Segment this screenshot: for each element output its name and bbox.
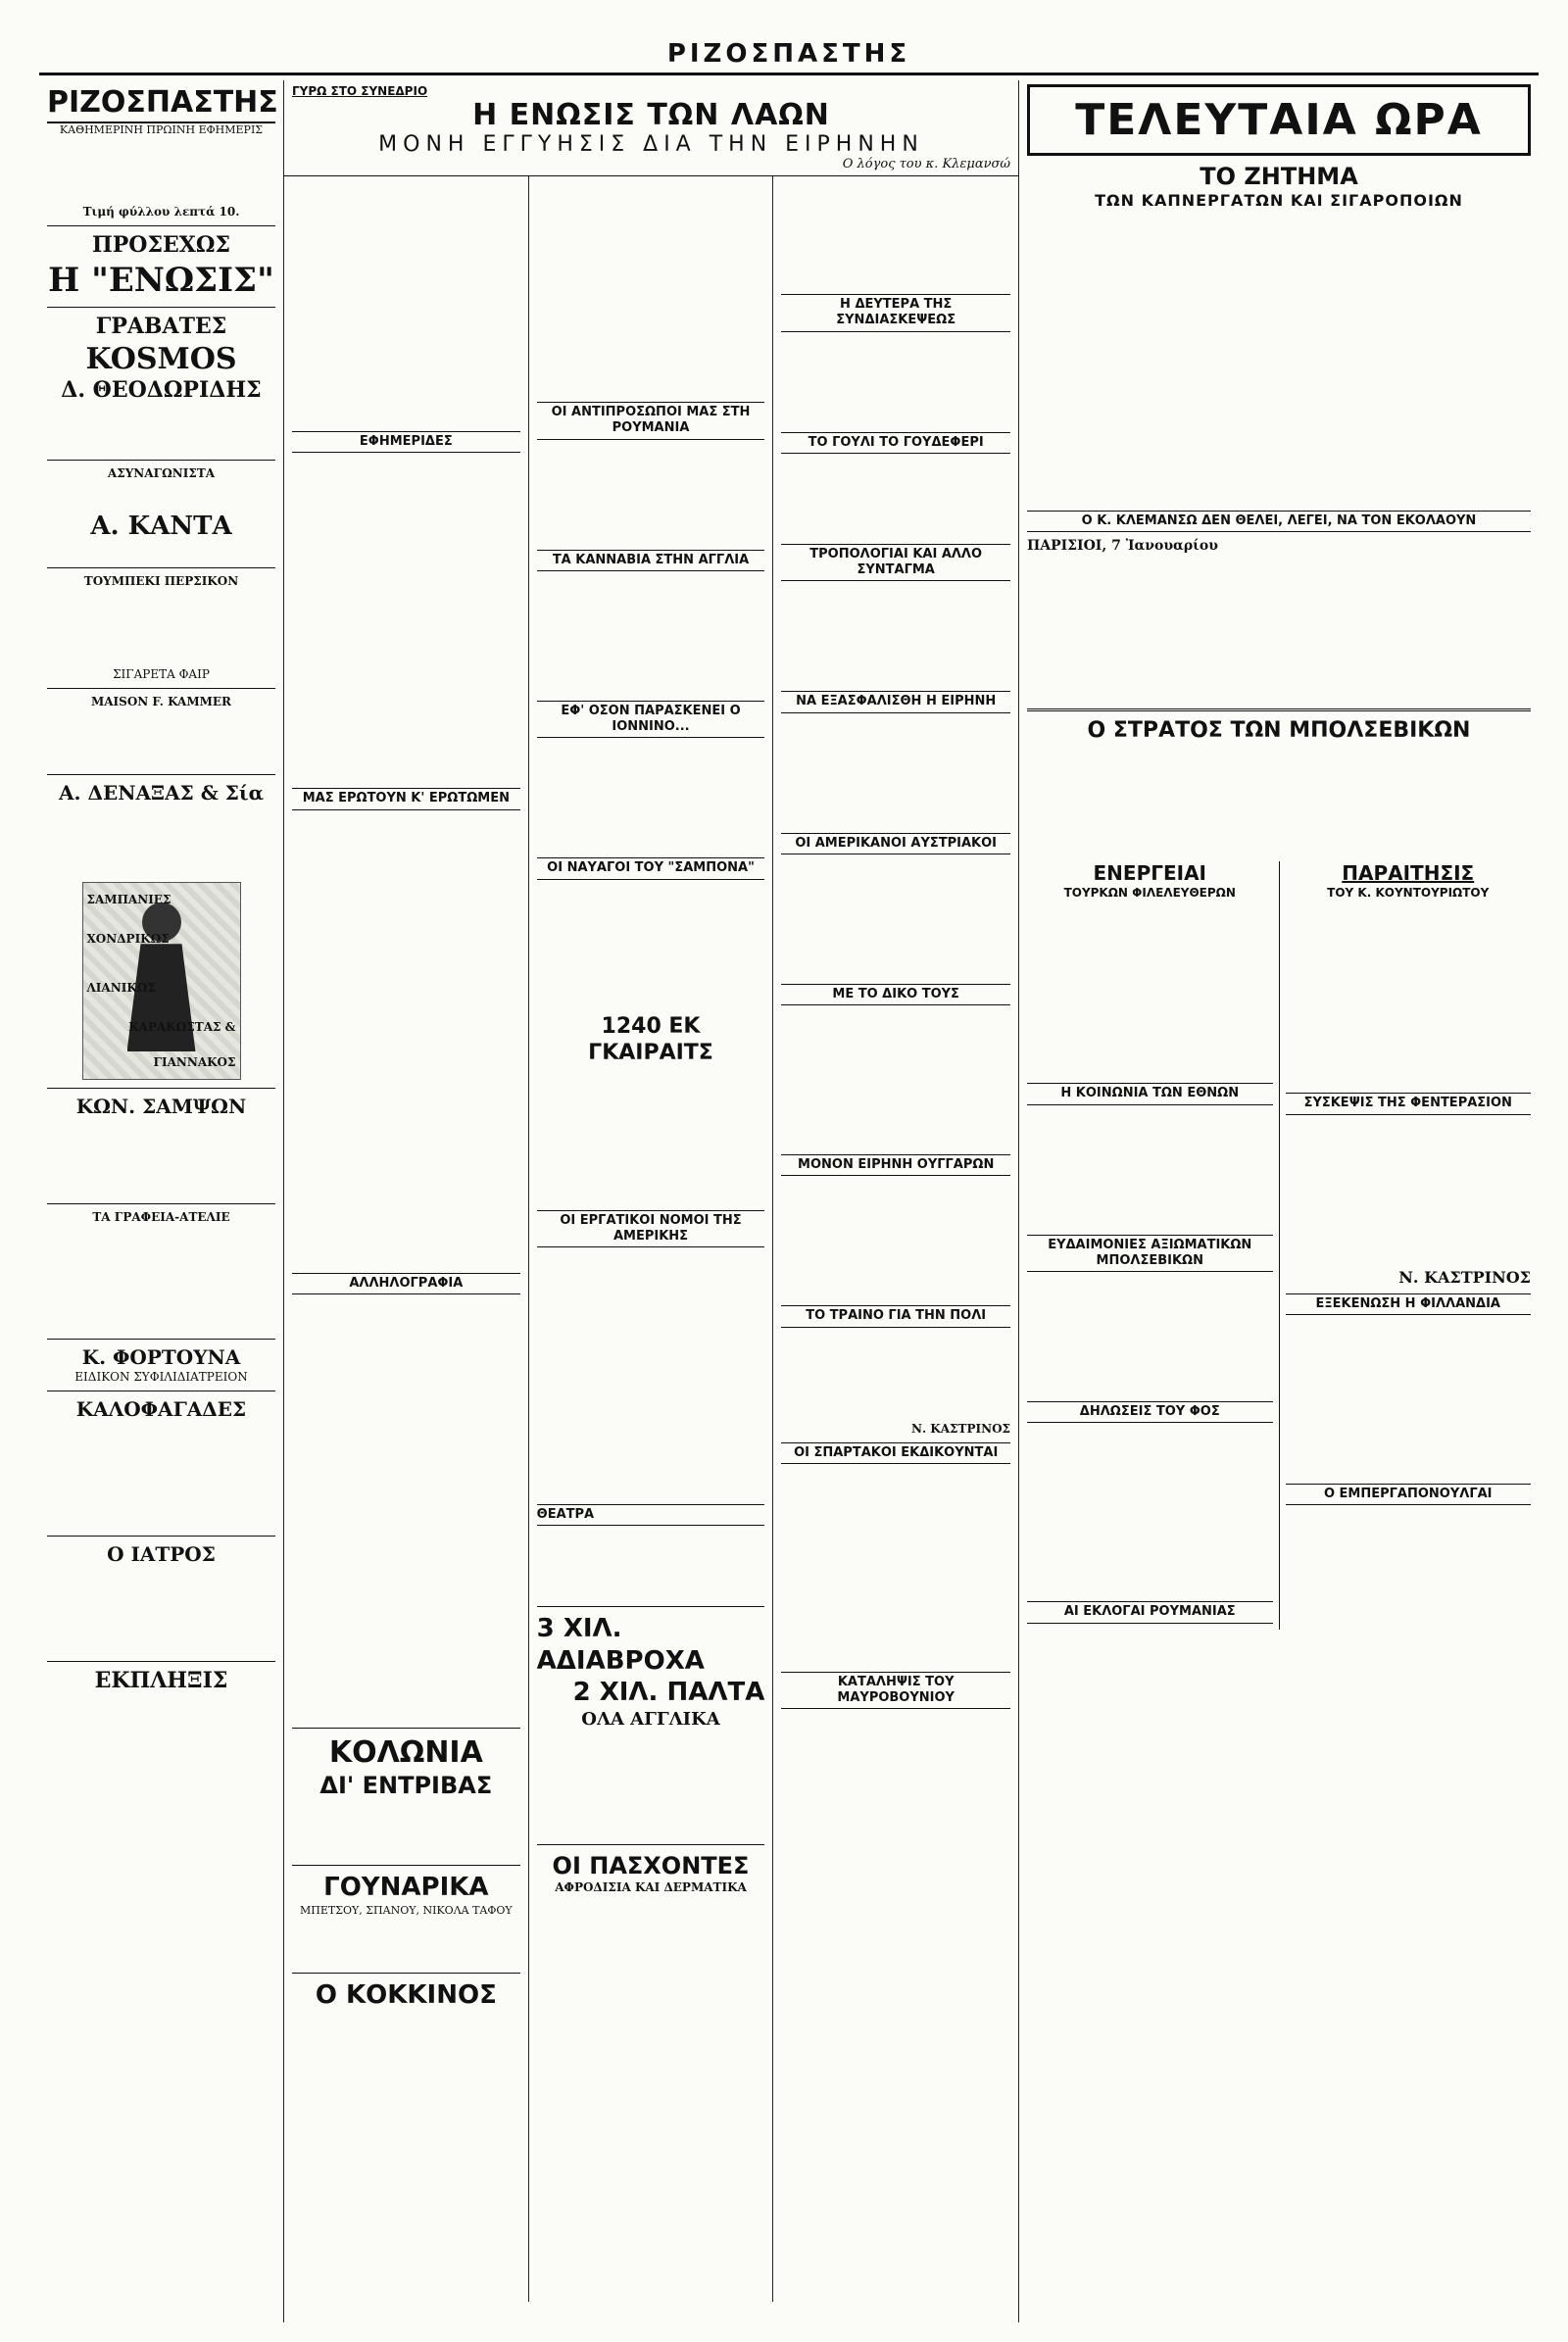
dateline-1: ΠΑΡΙΣΙΟΙ, 7 Ἰανουαρίου [1027,538,1218,555]
champagne-illustration [82,882,241,1080]
price: Τιμή φύλλου λεπτά 10. [82,205,240,220]
sec-allilografia: ΑΛΛΗΛΟΓΡΑΦΙΑ [292,1273,520,1294]
headline-enosis-laon: Η ΕΝΩΣΙΣ ΤΩΝ ΛΑΩΝ [472,98,830,132]
newspaper-page [39,29,1539,2322]
sec-1240: 1240 ΕΚ ΓΚΑΙΡΑΙΤΣ [588,1013,713,1065]
ad-iatros: Ο ΙΑΤΡΟΣ [107,1542,216,1567]
fig-label-3: ΛΙΑΝΙΚΩΣ [86,981,156,996]
column-3 [529,175,774,2302]
sec-paraitisis: ΠΑΡΑΙΤΗΣΙΣ [1342,861,1475,886]
columns [39,80,1539,2322]
ad-gounarika-sub: ΜΠΕΤΣΟΥ, ΣΠΑΝΟΥ, ΝΙΚΟΛΑ ΤΑΦΟΥ [300,1903,513,1917]
ad-sigareta: ΣΙΓΑΡΕΤΑ ΦΑΙΡ [113,667,210,682]
sec-theatra: ΘΕΑΤΡΑ [537,1504,765,1526]
ad-paschontes: ΟΙ ΠΑΣΧΟΝΤΕΣ [552,1852,750,1880]
kicker-synedrio: ΓΥΡΩ ΣΤΟ ΣΥΝΕΔΡΙΟ [292,84,428,98]
ad-paschontes-sub: ΑΦΡΟΔΙΣΙΑ ΚΑΙ ΔΕΡΜΑΤΙΚΑ [555,1880,747,1895]
column-2 [284,175,529,2302]
ad-kolonia-sub: ΔΙ' ΕΝΤΡΙΒΑΣ [319,1772,493,1800]
article-kapnergates [1027,211,1531,505]
ad-denaxas: Α. ΔΕΝΑΞΑΣ & Σία [59,781,264,805]
ad-grafeia: ΤΑ ΓΡΑΦΕΙΑ-ΑΤΕΛΙΕ [92,1210,230,1225]
ad-kanta: Α. ΚΑΝΤΑ [90,511,232,541]
main-news-block [284,80,1019,2322]
ad-sampson: ΚΩΝ. ΣΑΜΨΩΝ [75,1095,247,1119]
subhead-kapnergaton: ΤΩΝ ΚΑΠΝΕΡΓΑΤΩΝ ΚΑΙ ΣΙΓΑΡΟΠΟΙΩΝ [1095,191,1463,210]
ad-agglika: ΟΛΑ ΑΓΓΛΙΚΑ [581,1708,720,1730]
fig-label-2: ΧΟΝΔΡΙΚΩΣ [86,932,170,947]
byline: Ο λόγος του κ. Κλεμανσώ [842,157,1010,171]
sec-tropologiai: ΤΡΟΠΟΛΟΓΙΑΙ ΚΑΙ ΑΛΛΟ ΣΥΝΤΑΓΜΑ [781,544,1010,582]
subhead-zitima: ΤΟ ΖΗΤΗΜΑ [1200,163,1358,190]
ad-palta: 2 ΧΙΛ. ΠΑΛΤΑ [572,1678,765,1708]
col2-article-1 [292,180,520,425]
sec-amerikanoi: ΟΙ ΑΜΕΡΙΚΑΝΟΙ ΑΥΣΤΡΙΑΚΟΙ [781,833,1010,854]
sec-mavrovounio: ΚΑΤΑΛΗΨΙΣ ΤΟΥ ΜΑΥΡΟΒΟΥΝΙΟΥ [781,1672,1010,1710]
sec-mas-erotoun: ΜΑΣ ΕΡΩΤΟΥΝ Κ' ΕΡΩΤΩΜΕΝ [292,788,520,809]
sec-ergatikoi-nomoi: ΟΙ ΕΡΓΑΤΙΚΟΙ ΝΟΜΟΙ ΤΗΣ ΑΜΕΡΙΚΗΣ [537,1210,765,1248]
headline-teleftaia-ora: ΤΕΛΕΥΤΑΙΑ ΩΡΑ [1027,84,1531,156]
sec-ioannino: ΕΦ' ΟΣΟΝ ΠΑΡΑΣΚΕΝΕΙ Ο ΙΟΝΝΙΝΟ... [537,701,765,739]
sec-diko-tous: ΜΕ ΤΟ ΔΙΚΟ ΤΟΥΣ [781,984,1010,1005]
ad-toumbeki: ΤΟΥΜΠΕΚΙ ΠΕΡΣΙΚΟΝ [83,574,239,589]
signature-kastrinos-1: Ν. ΚΑΣΤΡΙΝΟΣ [910,1421,1011,1436]
sec-eirini: ΝΑ ΕΞΑΣΦΑΛΙΣΘΗ Η ΕΙΡΗΝΗ [781,691,1010,712]
sec-gouli: ΤΟ ΓΟΥΛΙ ΤΟ ΓΟΥΔΕΦΕΡΙ [781,432,1010,454]
ad-kalofagades: ΚΑΛΟΦΑΓΑΔΕΣ [75,1397,247,1422]
sec-stratos-bolsevikon: Ο ΣΤΡΑΤΟΣ ΤΩΝ ΜΠΟΛΣΕΒΙΚΩΝ [1087,717,1471,743]
signature-kastrinos-2: Ν. ΚΑΣΤΡΙΝΟΣ [1398,1267,1531,1287]
sec-federation: ΣΥΣΚΕΨΙΣ ΤΗΣ ΦΕΝΤΕΡΑΣΙΟΝ [1286,1093,1532,1114]
sec-koinonia-ethnon: Η ΚΟΙΝΩΝΙΑ ΤΩΝ ΕΘΝΩΝ [1027,1083,1273,1104]
sec-energeiai-sub: ΤΟΥΡΚΩΝ ΦΙΛΕΛΕΥΘΕΡΩΝ [1063,886,1236,901]
sec-evdaimonies: ΕΥΔΑΙΜΟΝΙΕΣ ΑΞΙΩΜΑΤΙΚΩΝ ΜΠΟΛΣΕΒΙΚΩΝ [1027,1235,1273,1273]
fig-label-5: ΓΙΑΝΝΑΚΟΣ [153,1055,236,1070]
ad-kolonia: ΚΟΛΩΝΙΑ [328,1734,483,1770]
ad-adiavrocha: 3 ΧΙΛ. ΑΔΙΑΒΡΟΧΑ [536,1614,705,1676]
ad-enosis: Η "ΕΝΩΣΙΣ" [48,260,274,300]
ad-prosexos: ΠΡΟΣΕΧΩΣ [91,232,230,259]
ad-fortouna: Κ. ΦΟΡΤΟΥΝΑ [81,1345,241,1370]
sec-spartakoi: ΟΙ ΣΠΑΡΤΑΚΟΙ ΕΚΔΙΚΟΥΝΤΑΙ [781,1442,1010,1464]
sec-filandia: ΕΞΕΚΕΝΩΣΗ Η ΦΙΛΛΑΝΔΙΑ [1286,1293,1532,1315]
ad-theodoridis: Δ. ΘΕΟΔΩΡΙΔΗΣ [61,377,262,404]
column-4 [773,175,1018,2302]
paper-subtitle: ΚΑΘΗΜΕΡΙΝΗ ΠΡΩΙΝΗ ΕΦΗΜΕΡΙΣ [59,122,264,136]
sec-paraitisis-sub: ΤΟΥ Κ. ΚΟΥΝΤΟΥΡΙΩΤΟΥ [1327,886,1490,901]
sec-dilosis-fos: ΔΗΛΩΣΕΙΣ ΤΟΥ ΦΟΣ [1027,1401,1273,1423]
ad-asynagonista: ΑΣΥΝΑΓΩΝΙΣΤΑ [107,465,216,480]
sec-deftera: Η ΔΕΥΤΕΡΑ ΤΗΣ ΣΥΝΔΙΑΣΚΕΨΕΩΣ [781,294,1010,332]
ad-ekplixis: ΕΚΠΛΗΞΙΣ [94,1668,228,1694]
sec-emperga: Ο ΕΜΠΕΡΓΑΠΟΝΟΥΛΓΑΙ [1286,1484,1532,1505]
sec-energeiai: ΕΝΕΡΓΕΙΑΙ [1093,861,1206,886]
paper-title: ΡΙΖΟΣΠΑΣΤΗΣ [47,84,275,123]
column-ads [39,80,284,2322]
sec-kannavia: ΤΑ ΚΑΝΝΑΒΙΑ ΣΤΗΝ ΑΓΓΛΙΑ [537,550,765,571]
column-last-hour [1019,80,1539,2322]
sec-ekloges-roumanias: ΑΙ ΕΚΛΟΓΑΙ ΡΟΥΜΑΝΙΑΣ [1027,1601,1273,1623]
fig-label-4: ΚΑΡΑΚΩΣΤΑΣ & [128,1020,236,1035]
ad-gravates: ΓΡΑΒΑΤΕΣ [95,314,227,340]
sec-navagoi: ΟΙ ΝΑΥΑΓΟΙ ΤΟΥ "ΣΑΜΠΟΝΑ" [537,857,765,879]
ad-gounarika: ΓΟΥΝΑΡΙΚΑ [323,1873,489,1903]
subscription-text [47,136,275,205]
masthead [39,29,1539,75]
sec-eirini-oungaron: ΜΟΝΟΝ ΕΙΡΗΝΗ ΟΥΓΓΑΡΩΝ [781,1154,1010,1176]
ad-kokkinos: Ο ΚΟΚΚΙΝΟΣ [315,1979,497,2010]
sec-traino: ΤΟ ΤΡΑΙΝΟ ΓΙΑ ΤΗΝ ΠΟΛΙ [781,1305,1010,1327]
ad-kosmos: KOSMOS [85,341,237,376]
fig-label-1: ΣΑΜΠΑΝΙΕΣ [86,893,172,907]
masthead-title: ΡΙΖΟΣΠΑΣΤΗΣ [666,39,911,69]
sec-efimerides: ΕΦΗΜΕΡΙΔΕΣ [292,431,520,453]
ad-fortouna-sub: ΕΙΔΙΚΟΝ ΣΥΦΙΛΙΔΙΑΤΡΕΙΟΝ [74,1370,248,1385]
sec-antiprosopoi: ΟΙ ΑΝΤΙΠΡΟΣΩΠΟΙ ΜΑΣ ΣΤΗ ΡΟΥΜΑΝΙΑ [537,402,765,440]
subhead-eirini: ΜΟΝΗ ΕΓΓΥΗΣΙΣ ΔΙΑ ΤΗΝ ΕΙΡΗΝΗΝ [378,132,924,157]
ad-kammer: MAISON F. KAMMER [90,695,232,709]
sec-klemanso: Ο Κ. ΚΛΕΜΑΝΣΩ ΔΕΝ ΘΕΛΕΙ, ΛΕΓΕΙ, ΝΑ ΤΟΝ ΕΚΟΛΑΟΥΝ [1027,511,1531,532]
